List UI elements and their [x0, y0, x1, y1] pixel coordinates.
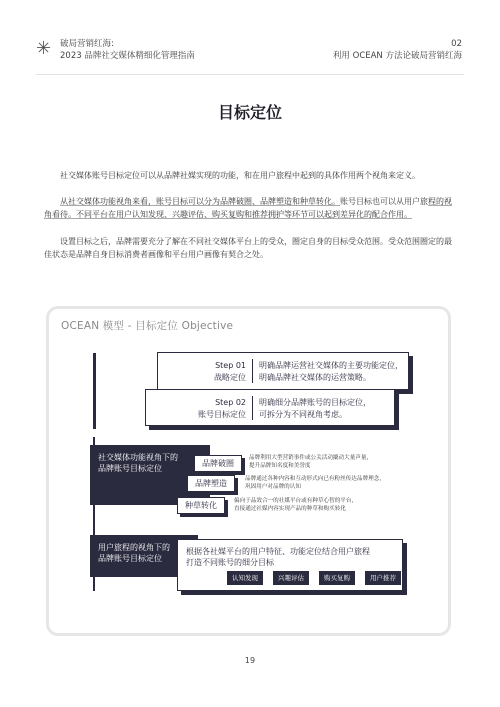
page-header	[0, 0, 500, 70]
step-02-label	[198, 397, 246, 421]
header-left	[60, 38, 195, 62]
step-02-divider	[252, 396, 253, 420]
goal-1-desc-line1: 品牌利用大型营销事件或公关活动撬动大量声量，	[249, 455, 373, 461]
header-left-line1: 破局营销红海:	[60, 39, 114, 49]
journey-tag-interest: 兴趣评估	[273, 571, 309, 585]
function-view-line2: 品牌账号目标定位	[98, 464, 162, 473]
journey-view-line1: 用户旅程的视角下的	[98, 543, 170, 552]
paragraph-3: 设置目标之后，品牌需要充分了解在不同社交媒体平台上的受众，圈定自身的目标受众范围。受众范围圈定的最佳状态是品牌自身目标消费者画像和平台用户画像有契合之处。	[44, 237, 452, 259]
function-view-line1: 社交媒体功能视角下的	[98, 453, 178, 462]
step-02-desc	[259, 397, 371, 421]
step-02-box	[145, 389, 395, 426]
goal-brand-building-desc	[245, 475, 385, 491]
function-view-label	[98, 452, 178, 474]
goal-brand-breakout-desc	[249, 454, 372, 470]
goal-3-desc-line1: 偏向于品效合一的社媒平台或有种草心智的平台，	[234, 498, 358, 504]
step-01-label	[214, 360, 246, 384]
timeline-line-upper	[93, 353, 96, 429]
ocean-diagram-card	[46, 306, 451, 636]
paragraph-2	[44, 195, 456, 221]
goal-1-desc-line2: 提升品牌知名度和美誉度	[249, 463, 311, 469]
goal-brand-building: 品牌塑造	[187, 475, 235, 492]
header-right	[333, 38, 462, 62]
journey-tag-awareness: 认知发现	[227, 571, 263, 585]
journey-view-line2: 品牌账号目标定位	[98, 554, 162, 563]
asterisk-icon: ✳	[36, 38, 52, 59]
goal-seeding-conversion-desc	[234, 497, 357, 513]
step-01-name: 战略定位	[214, 373, 246, 382]
step-02-desc-line1: 明确细分品牌账号的目标定位，	[259, 398, 371, 407]
journey-desc	[186, 546, 370, 568]
paragraph-2-underline-b: 程的视角看待。不同平台在用户认知发现、兴趣评估、购买复购和推荐拥护等环节可以起到差异化的配合作用。	[44, 197, 452, 219]
journey-desc-line2: 打造不同账号的细分目标	[186, 558, 274, 567]
step-01-box	[157, 352, 409, 390]
step-01-desc	[259, 360, 403, 384]
step-01-divider	[252, 359, 253, 383]
step-01-desc-line1: 明确品牌运营社交媒体的主要功能定位，	[259, 361, 403, 370]
goal-3-desc-line2: 直接通过社媒内容实现产品的种草和购买转化	[234, 506, 346, 512]
goal-seeding-conversion: 种草转化	[177, 497, 225, 514]
header-left-line2: 2023 品牌社交媒体精细化管理指南	[60, 51, 195, 61]
chapter-title: 利用 OCEAN 方法论破局营销红海	[332, 51, 462, 61]
journey-view-label	[98, 542, 170, 564]
journey-tag-advocacy: 用户推荐	[365, 571, 401, 585]
paragraph-2-plain: 账号目标也可以从用户旅	[340, 197, 428, 206]
journey-tag-purchase: 购买复购	[319, 571, 355, 585]
diagram-title: OCEAN 模型 - 目标定位 Objective	[61, 320, 234, 332]
chapter-number: 02	[451, 39, 462, 49]
page-number: 19	[244, 656, 256, 665]
step-02-number: Step 02	[215, 398, 246, 407]
page-title: 目标定位	[217, 103, 282, 122]
goal-2-desc-line1: 品牌通过各种内容和互动形式向已有粉丝传达品牌理念，	[245, 476, 385, 482]
header-divider	[36, 74, 464, 75]
paragraph-2-underline-a: 从社交媒体功能视角来看，账号目标可以分为品牌破圈、品牌塑造和种草转化。	[60, 197, 340, 206]
paragraph-1: 社交媒体账号目标定位可以从品牌社媒实现的功能，和在用户旅程中起到的具体作用两个视角来定义。	[60, 171, 420, 180]
journey-desc-line1: 根据各社媒平台的用户特征、功能定位结合用户旅程	[186, 547, 370, 556]
step-02-name: 账号目标定位	[198, 410, 246, 419]
step-02-desc-line2: 可拆分为不同视角考虑。	[259, 410, 347, 419]
goal-2-desc-line2: 巩固用户对品牌的认知	[245, 484, 301, 490]
step-01-desc-line2: 明确品牌社交媒体的运营策略。	[259, 373, 371, 382]
goal-brand-breakout: 品牌破圈	[194, 455, 242, 472]
step-01-number: Step 01	[215, 361, 246, 370]
